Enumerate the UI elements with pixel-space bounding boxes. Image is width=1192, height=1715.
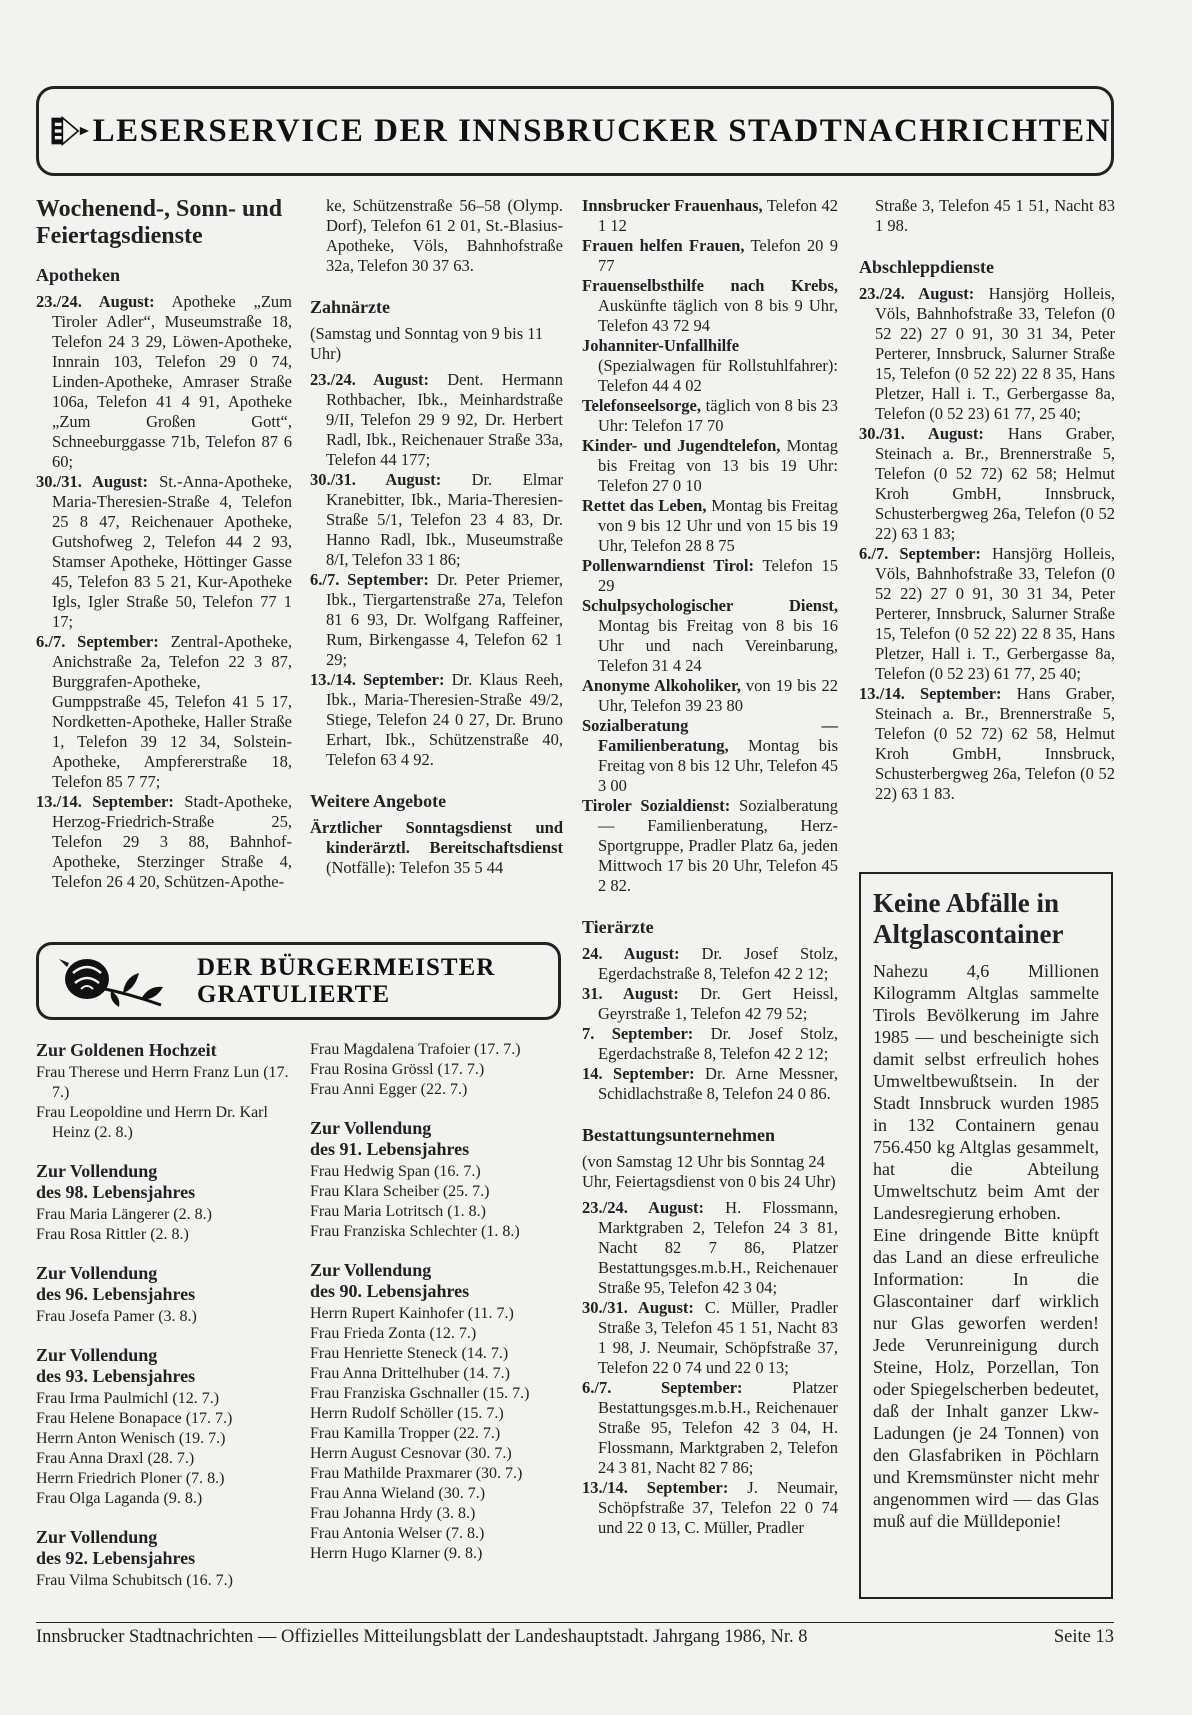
angebot-entry-text: Auskünfte täglich von 8 bis 9 Uhr, Telefon 43 72 94	[598, 296, 838, 335]
gratul-heading-line-2: des 92. Lebensjahres	[36, 1548, 196, 1568]
apotheken-entry-text: Apotheke „Zum Tiroler Adler“, Museumstraße 18, Telefon 24 3 29, Löwen-Apotheke, Innrain 103, Telefon 29 0 74, Linden-Apotheke, Amraser Straße 106a, Telefon 41 4 91, Apotheke „Zum Großen Gott“, Schneeburggasse 71b, Telefon 87 6 60;	[52, 292, 292, 471]
abschlepp-entry-label: 6./7. September:	[859, 544, 981, 563]
angebot-entry	[582, 496, 838, 556]
gratul-name: Frau Frieda Zonta (12. 7.)	[310, 1325, 477, 1342]
gratul-heading-line-2: des 93. Lebensjahres	[36, 1366, 196, 1386]
angebot-entry	[582, 796, 838, 896]
abschlepp-entry-label: 13./14. September:	[859, 684, 1002, 703]
abschlepp-entry	[859, 424, 1115, 544]
zahnarzt-entry-text: Dr. Peter Priemer, Ibk., Tiergartenstraße 27a, Telefon 81 6 93, Dr. Wolfgang Raffeiner, Rum, Birkengasse 4, Telefon 62 1 29;	[326, 570, 563, 669]
angebot-entry-label: Tiroler Sozialdienst:	[582, 796, 731, 815]
gratul-group-heading	[310, 1118, 565, 1160]
angebot-entry	[582, 436, 838, 496]
angebot-entry-label: Sozialberatung — Familienberatung,	[582, 716, 838, 755]
innsbruck-logo-icon	[49, 93, 91, 169]
gratul-name: Frau Hedwig Span (16. 7.)	[310, 1163, 481, 1180]
apotheken-entry-label: 30./31. August:	[36, 472, 148, 491]
angebot-entry-text: Telefon 20 9 77	[598, 236, 838, 275]
altglas-paragraph-1: Nahezu 4,6 Millionen Kilogramm Altglas sammelte Tirols Bevölkerung im Jahre 1985 — und bescheinigte sich damit selbst erfreulich hohes Umweltbewußtsein. In der Stadt Innsbruck wurden 1985 in 132 Containern genau 756.450 kg Altglas gesammelt, hat die Abteilung Umweltschutz beim Amt der Landesregierung erhoben.	[873, 961, 1099, 1223]
gratul-name: Frau Johanna Hrdy (3. 8.)	[310, 1505, 476, 1522]
angebot-entry-text: Telefon 15 29	[598, 556, 839, 595]
abschlepp-entry-text: Hansjörg Holleis, Völs, Bahnhofstraße 33, Telefon (0 52 22) 27 0 91, 30 31 34, Peter Perterer, Innsbruck, Salurner Straße 15, Telefon (0 52 22) 22 8 35, Hans Pletzer, Hall i. T., Gerbergasse 8a, Telefon (0 52 23) 61 77, 25 40;	[875, 284, 1116, 423]
angebot-entry	[582, 556, 838, 596]
apotheken-entry-label: 6./7. September:	[36, 632, 159, 651]
notdienst-entry	[310, 818, 563, 878]
apotheken-entry-text: St.-Anna-Apotheke, Maria-Theresien-Straße 4, Telefon 25 8 47, Reichenauer Apotheke, Gutshofweg 2, Telefon 44 2 93, Stamser Apotheke, Höttinger Gasse 45, Telefon 83 5 21, Kur-Apotheke Igls, Igler Straße 50, Telefon 77 1 17;	[52, 472, 292, 631]
gratul-heading-line-1: Zur Vollendung	[310, 1118, 432, 1138]
gratul-name: Frau Anni Egger (22. 7.)	[310, 1081, 468, 1098]
bestattung-entry-text: C. Müller, Pradler Straße 3, Telefon 45 1 51, Nacht 83 1 98, J. Neumair, Schöpfstraße 37, Telefon 22 0 74 und 22 0 13;	[598, 1298, 838, 1377]
apotheken-entry-label: 23./24. August:	[36, 292, 155, 311]
angebot-entry	[582, 676, 838, 716]
apotheken-continuation: ke, Schützenstraße 56–58 (Olymp. Dorf), Telefon 61 2 01, St.-Blasius-Apotheke, Völs, Bahnhofstraße 32a, Telefon 30 37 63.	[326, 196, 563, 275]
gratul-column-right	[310, 1040, 565, 1564]
apotheken-heading: Apotheken	[36, 265, 121, 285]
apotheken-entry-label: 13./14. September:	[36, 792, 174, 811]
gratul-name: Herrn Rupert Kainhofer (11. 7.)	[310, 1305, 514, 1322]
abschlepp-entry-text: Hans Graber, Steinach a. Br., Brennerstraße 5, Telefon (0 52 72) 62 58, Helmut Kroh GmbH, Innsbruck, Schusterbergweg 26a, Telefon (0 52 22) 63 1 83.	[875, 684, 1115, 803]
gratul-name: Frau Irma Paulmichl (12. 7.)	[36, 1390, 220, 1407]
gratul-name: Herrn Hugo Klarner (9. 8.)	[310, 1545, 483, 1562]
abschlepp-entry-text: Hansjörg Holleis, Völs, Bahnhofstraße 33, Telefon (0 52 22) 27 0 91, 30 31 34, Peter Perterer, Innsbruck, Salurner Straße 15, Telefon (0 52 22) 22 8 35, Hans Pletzer, Hall i. T., Gerbergasse 8a, Telefon (0 52 23) 61 77, 25 40;	[875, 544, 1115, 683]
angebot-entry-text: Montag bis Freitag von 8 bis 16 Uhr und nach Vereinbarung, Telefon 31 4 24	[598, 616, 838, 675]
zahnarzt-entry-label: 23./24. August:	[310, 370, 430, 389]
column-3	[582, 196, 838, 1538]
footer-publication: Innsbrucker Stadtnachrichten — Offizielles Mitteilungsblatt der Landeshauptstadt. Jahrgang 1986, Nr. 8	[36, 1627, 808, 1647]
gratul-group-heading	[36, 1040, 291, 1061]
gratul-group-heading	[36, 1263, 291, 1305]
angebot-entry-label: Pollenwarndienst Tirol:	[582, 556, 755, 575]
gratul-name: Frau Therese und Herrn Franz Lun (17. 7.)	[36, 1064, 289, 1101]
column-1	[36, 196, 292, 892]
tierarzt-entry-label: 14. September:	[582, 1064, 695, 1083]
angebot-entry-label: Frauen helfen Frauen,	[582, 236, 745, 255]
bestattung-entry-label: 23./24. August:	[582, 1198, 705, 1217]
gratul-group-heading	[36, 1161, 291, 1203]
gratul-name: Frau Anna Draxl (28. 7.)	[36, 1450, 195, 1467]
bestattung-entry-text: H. Flossmann, Marktgraben 2, Telefon 24 3 81, Nacht 82 7 86, Platzer Bestattungsges.m.b.H., Reichenauer Straße 95, Telefon 42 3 04;	[598, 1198, 838, 1297]
abschlepp-entry-text: Hans Graber, Steinach a. Br., Brennerstraße 5, Telefon (0 52 72) 62 58; Helmut Kroh GmbH, Innsbruck, Schusterbergweg 26a, Telefon (0 52 22) 63 1 83;	[875, 424, 1115, 543]
zahnaerzte-heading: Zahnärzte	[310, 297, 390, 317]
zahnaerzte-note: (Samstag und Sonntag von 9 bis 11 Uhr)	[310, 324, 544, 363]
abschleppdienste-heading: Abschleppdienste	[859, 257, 995, 277]
altglas-title: Keine Abfälle in Altglascontainer	[873, 888, 1064, 949]
leserservice-banner	[36, 86, 1114, 176]
gratul-name: Frau Klara Scheiber (25. 7.)	[310, 1183, 490, 1200]
zahnarzt-entry-text: Dent. Hermann Rothbacher, Ibk., Meinhardstraße 9/II, Telefon 29 9 92, Dr. Herbert Radl, Ibk., Reichenauer Straße 33a, Telefon 44 177;	[326, 370, 564, 469]
gratul-heading-line-2: des 90. Lebensjahres	[310, 1281, 470, 1301]
gratul-group-heading	[310, 1260, 565, 1302]
gratul-group-heading	[36, 1345, 291, 1387]
gratul-name: Frau Magdalena Trafoier (17. 7.)	[310, 1041, 521, 1058]
gratul-heading-line-2: des 91. Lebensjahres	[310, 1139, 470, 1159]
angebot-entry	[582, 596, 838, 676]
bestattung-entry-text: J. Neumair, Schöpfstraße 37, Telefon 22 0 74 und 22 0 13, C. Müller, Pradler	[598, 1478, 838, 1537]
zahnarzt-entry-text: Dr. Klaus Reeh, Ibk., Maria-Theresien-Straße 49/2, Stiege, Telefon 24 0 27, Dr. Bruno Erhart, Ibk., Schützenstraße 40, Telefon 63 4 92.	[326, 670, 563, 769]
apotheken-entry	[36, 792, 292, 892]
notdienst-text: (Notfälle): Telefon 35 5 44	[326, 858, 504, 877]
zahnarzt-entry	[310, 670, 563, 770]
gratul-name: Frau Helene Bonapace (17. 7.)	[36, 1410, 233, 1427]
gratul-name: Herrn Friedrich Ploner (7. 8.)	[36, 1470, 225, 1487]
tierarzt-entry-label: 24. August:	[582, 944, 680, 963]
bestattung-entry	[582, 1198, 838, 1298]
bestattung-entry-text: Platzer Bestattungsges.m.b.H., Reichenauer Straße 95, Telefon 42 3 04, H. Flossmann, Marktgraben 2, Telefon 24 3 81, Nacht 82 7 86;	[598, 1378, 838, 1477]
angebot-entry-label: Kinder- und Jugendtelefon,	[582, 436, 781, 455]
angebot-entry-label: Johanniter-Unfallhilfe	[582, 336, 740, 355]
abschlepp-entry	[859, 544, 1115, 684]
tierarzt-entry-label: 7. September:	[582, 1024, 694, 1043]
gratul-heading-line-1: Zur Vollendung	[36, 1527, 158, 1547]
angebot-entry-text: von 19 bis 22 Uhr, Telefon 39 23 80	[598, 676, 838, 715]
gratul-heading-line-1: Zur Goldenen Hochzeit	[36, 1040, 217, 1060]
angebot-entry	[582, 236, 838, 276]
gratul-name: Frau Mathilde Praxmarer (30. 7.)	[310, 1465, 523, 1482]
tierarzt-entry	[582, 984, 838, 1024]
gratul-column-left	[36, 1040, 291, 1591]
gratul-name: Herrn Rudolf Schöller (15. 7.)	[310, 1405, 504, 1422]
angebot-entry	[582, 396, 838, 436]
gratul-title-line-1: DER BÜRGERMEISTER	[197, 954, 496, 981]
tierarzt-entry-label: 31. August:	[582, 984, 679, 1003]
angebot-entry-text: Montag bis Freitag von 8 bis 12 Uhr, Telefon 45 3 00	[598, 736, 838, 795]
zahnarzt-entry	[310, 570, 563, 670]
angebot-entry-text: täglich von 8 bis 23 Uhr: Telefon 17 70	[598, 396, 838, 435]
gratul-title	[197, 954, 495, 1008]
rose-icon	[53, 949, 171, 1013]
abschlepp-entry-label: 30./31. August:	[859, 424, 984, 443]
gratul-heading-line-2: des 96. Lebensjahres	[36, 1284, 196, 1304]
angebot-entry-label: Rettet das Leben,	[582, 496, 707, 515]
altglas-paragraph-2: Eine dringende Bitte knüpft das Land an diese erfreuliche Information: In die Glascontainer darf wirklich nur Glas geworfen werden! Jede Verunreinigung durch Steine, Holz, Porzellan, Ton oder Spiegelscherben bedeutet, daß der Inhalt ganzer Lkw-Ladungen (je 24 Tonnen) von den Glasfabriken in Pöchlarn und Kremsmünster nicht mehr angenommen wird — das Glas muß auf die Mülldeponie!	[873, 1225, 1099, 1531]
bestattung-entry	[582, 1378, 838, 1478]
tierarzt-entry-text: Dr. Josef Stolz, Egerdachstraße 8, Telefon 42 2 12;	[598, 944, 838, 983]
column-4	[859, 196, 1115, 804]
angebot-entry-label: Anonyme Alkoholiker,	[582, 676, 741, 695]
gratul-name: Frau Vilma Schubitsch (16. 7.)	[36, 1572, 233, 1589]
zahnarzt-entry-label: 6./7. September:	[310, 570, 429, 589]
buergermeister-banner	[36, 942, 561, 1020]
altglas-article	[859, 872, 1113, 1599]
angebot-entry-label: Innsbrucker Frauenhaus,	[582, 196, 763, 215]
gratul-title-line-2: GRATULIERTE	[197, 981, 391, 1008]
gratul-name: Frau Anna Drittelhuber (14. 7.)	[310, 1365, 510, 1382]
apotheken-entry-text: Stadt-Apotheke, Herzog-Friedrich-Straße 25, Telefon 29 3 88, Bahnhof-Apotheke, Sterzinger Straße 4, Telefon 26 4 20, Schützen-Apothe-	[52, 792, 292, 891]
bestattung-entry-label: 6./7. September:	[582, 1378, 743, 1397]
zahnarzt-entry	[310, 470, 563, 570]
angebot-entry-text: Sozialberatung — Familienberatung, Herz-Sportgruppe, Pradler Platz 6a, jeden Mittwoch 17 bis 20 Uhr, Telefon 45 2 82.	[598, 796, 838, 895]
page-number: Seite 13	[1053, 1627, 1114, 1647]
gratul-name: Frau Franziska Schlechter (1. 8.)	[310, 1223, 520, 1240]
gratul-name: Herrn August Cesnovar (30. 7.)	[310, 1445, 512, 1462]
gratul-heading-line-1: Zur Vollendung	[36, 1263, 158, 1283]
bestattung-entry	[582, 1298, 838, 1378]
angebot-entry	[582, 716, 838, 796]
zahnarzt-entry-label: 13./14. September:	[310, 670, 445, 689]
bestattung-entry-label: 30./31. August:	[582, 1298, 694, 1317]
gratul-name: Frau Olga Laganda (9. 8.)	[36, 1490, 203, 1507]
gratul-name: Frau Josefa Pamer (3. 8.)	[36, 1308, 197, 1325]
gratul-heading-line-1: Zur Vollendung	[36, 1161, 158, 1181]
bestattung-note: (von Samstag 12 Uhr bis Sonntag 24 Uhr, Feiertagsdienst von 0 bis 24 Uhr)	[582, 1152, 836, 1191]
angebot-entry-text: Telefon 42 1 12	[598, 196, 839, 235]
bestattung-heading: Bestattungsunternehmen	[582, 1125, 776, 1145]
gratul-name: Frau Maria Längerer (2. 8.)	[36, 1206, 212, 1223]
abschlepp-entry	[859, 684, 1115, 804]
tierarzt-entry-text: Dr. Gert Heissl, Geyrstraße 1, Telefon 42 79 52;	[598, 984, 838, 1023]
gratul-name: Frau Anna Wieland (30. 7.)	[310, 1485, 486, 1502]
gratul-name: Frau Antonia Welser (7. 8.)	[310, 1525, 485, 1542]
bestattung-continuation: Straße 3, Telefon 45 1 51, Nacht 83 1 98.	[875, 196, 1115, 235]
gratul-name: Frau Rosina Grössl (17. 7.)	[310, 1061, 485, 1078]
bestattung-entry-label: 13./14. September:	[582, 1478, 729, 1497]
tieraerzte-heading: Tierärzte	[582, 917, 654, 937]
gratul-name: Herrn Anton Wenisch (19. 7.)	[36, 1430, 226, 1447]
gratul-heading-line-1: Zur Vollendung	[36, 1345, 158, 1365]
angebot-entry-label: Schulpsychologischer Dienst,	[582, 596, 838, 615]
apotheken-entry	[36, 292, 292, 472]
gratul-name: Frau Kamilla Tropper (22. 7.)	[310, 1425, 501, 1442]
gratul-heading-line-2: des 98. Lebensjahres	[36, 1182, 196, 1202]
gratul-name: Frau Henriette Steneck (14. 7.)	[310, 1345, 509, 1362]
notdienst-label: Ärztlicher Sonntagsdienst und kinderärztl. Bereitschaftsdienst	[310, 818, 563, 857]
page-footer	[36, 1622, 1114, 1648]
tierarzt-entry-text: Dr. Arne Messner, Schidlachstraße 8, Telefon 24 0 86.	[598, 1064, 838, 1103]
tierarzt-entry-text: Dr. Josef Stolz, Egerdachstraße 8, Telefon 42 2 12;	[598, 1024, 838, 1063]
zahnarzt-entry-text: Dr. Elmar Kranebitter, Ibk., Maria-Theresien-Straße 5/1, Telefon 23 4 83, Dr. Hanno Radl, Ibk., Museumstraße 8/I, Telefon 33 1 86;	[326, 470, 563, 569]
gratul-name: Frau Leopoldine und Herrn Dr. Karl Heinz (2. 8.)	[36, 1104, 268, 1141]
tierarzt-entry	[582, 1064, 838, 1104]
gratul-group-heading	[36, 1527, 291, 1569]
angebot-entry-text: (Spezialwagen für Rollstuhlfahrer): Telefon 44 4 02	[598, 356, 838, 395]
gratul-name: Frau Rosa Rittler (2. 8.)	[36, 1226, 189, 1243]
weitere-angebote-heading: Weitere Angebote	[310, 791, 447, 811]
angebot-entry-label: Telefonseelsorge,	[582, 396, 701, 415]
banner-title: LESERSERVICE DER INNSBRUCKER STADTNACHRICHTEN	[92, 112, 1111, 149]
zahnarzt-entry	[310, 370, 563, 470]
apotheken-entry	[36, 632, 292, 792]
apotheken-entry	[36, 472, 292, 632]
angebot-entry	[582, 336, 838, 396]
tierarzt-entry	[582, 944, 838, 984]
abschlepp-entry-label: 23./24. August:	[859, 284, 975, 303]
abschlepp-entry	[859, 284, 1115, 424]
gratul-name: Frau Maria Lotritsch (1. 8.)	[310, 1203, 486, 1220]
zahnarzt-entry-label: 30./31. August:	[310, 470, 442, 489]
angebot-entry	[582, 276, 838, 336]
angebot-entry	[582, 196, 838, 236]
gratul-heading-line-1: Zur Vollendung	[310, 1260, 432, 1280]
bestattung-entry	[582, 1478, 838, 1538]
angebot-entry-text: Montag bis Freitag von 9 bis 12 Uhr und von 15 bis 19 Uhr, Telefon 28 8 75	[598, 496, 838, 555]
angebot-entry-text: Montag bis Freitag von 13 bis 19 Uhr: Telefon 27 0 10	[598, 436, 838, 495]
tierarzt-entry	[582, 1024, 838, 1064]
main-title: Wochenend-, Sonn- und Feiertagsdienste	[36, 196, 283, 249]
apotheken-entry-text: Zentral-Apotheke, Anichstraße 2a, Telefon 22 3 87, Burggrafen-Apotheke, Gumppstraße 45, Telefon 41 5 17, Nordketten-Apotheke, Haller Straße 1, Telefon 39 12 34, Solstein-Apotheke, Ampfererstraße 18, Telefon 85 7 77;	[52, 632, 292, 791]
angebot-entry-label: Frauenselbsthilfe nach Krebs,	[582, 276, 838, 295]
gratul-name: Frau Franziska Gschnaller (15. 7.)	[310, 1385, 530, 1402]
column-2	[310, 196, 563, 878]
